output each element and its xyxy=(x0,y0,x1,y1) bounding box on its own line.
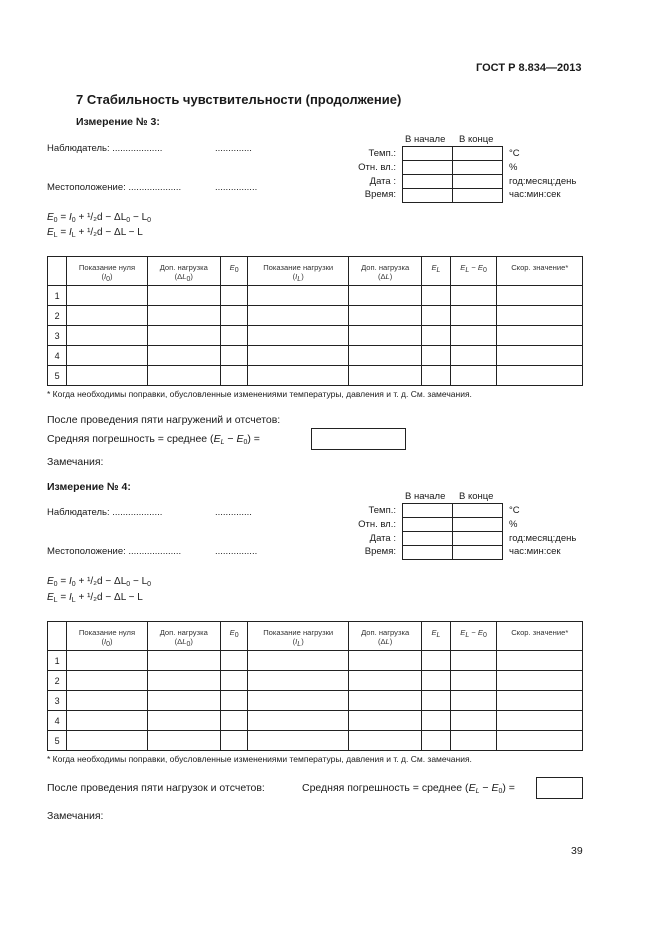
footnote: * Когда необходимы поправки, обусловленные изменениями температуры, давления и т. д. См. замечания. xyxy=(47,389,472,399)
temp-start-cell[interactable] xyxy=(403,147,453,161)
humidity-start-cell[interactable] xyxy=(403,161,453,175)
header-el: $E_L$ xyxy=(422,622,450,651)
header-el-minus-e0: $E_L - E_0$ xyxy=(450,622,497,651)
observer-field-4: Наблюдатель: ................... xyxy=(47,507,163,518)
time-start-cell[interactable] xyxy=(403,189,453,203)
time-unit-4: час:мин:сек xyxy=(509,546,561,557)
col-start-label-4: В начале xyxy=(405,491,446,502)
table-row xyxy=(48,346,583,366)
remarks-3: Замечания: xyxy=(47,456,104,468)
table-row xyxy=(48,691,583,711)
temp-end-cell[interactable] xyxy=(453,504,503,518)
section-title: 7 Стабильность чувствительности (продолжение) xyxy=(76,92,402,107)
mean-error-3-box[interactable] xyxy=(311,428,406,450)
temp-label: Темп.: xyxy=(368,148,396,159)
col-end-label-4: В конце xyxy=(459,491,494,502)
humidity-start-cell[interactable] xyxy=(403,518,453,532)
row-number: 5 xyxy=(48,731,67,751)
measurement-4-table xyxy=(47,621,583,751)
after-text-4: После проведения пяти нагрузок и отсчетов: xyxy=(47,782,265,794)
time-label-4: Время: xyxy=(364,546,396,557)
observer-dots-4: .............. xyxy=(215,507,252,518)
col-end-label: В конце xyxy=(459,134,494,145)
formula-e0-4: $E_0 = I_0 + ^1/_2d - \Delta L_0 - L_0$ xyxy=(47,576,152,588)
table-row xyxy=(48,326,583,346)
temp-unit-4: °C xyxy=(509,505,520,516)
row-number: 4 xyxy=(48,346,67,366)
date-label-4: Дата : xyxy=(369,533,396,544)
row-number: 1 xyxy=(48,286,67,306)
header-el: $E_L$ xyxy=(422,257,450,286)
row-number: 4 xyxy=(48,711,67,731)
after-text-3: После проведения пяти нагружений и отсчетов: xyxy=(47,414,281,426)
table-row xyxy=(48,286,583,306)
measurement-4-title: Измерение № 4: xyxy=(47,481,131,493)
temp-end-cell[interactable] xyxy=(453,147,503,161)
time-unit: час:мин:сек xyxy=(509,189,561,200)
humidity-label: Отн. вл.: xyxy=(358,162,396,173)
formula-el: $E_L = I_L + ^1/_2d - \Delta L - L$ xyxy=(47,227,143,239)
header-zero-reading: Показание нуля $(I_0)$ xyxy=(67,257,147,286)
header-add-load: Доп. нагрузка (ΔL) xyxy=(349,622,422,651)
formula-el-4: $E_L = I_L + ^1/_2d - \Delta L - L$ xyxy=(47,592,143,604)
measurement-3-table xyxy=(47,256,583,386)
col-start-label: В начале xyxy=(405,134,446,145)
page-number: 39 xyxy=(571,845,583,857)
measurement-3-title: Измерение № 3: xyxy=(76,116,160,128)
header-el-minus-e0: $E_L - E_0$ xyxy=(450,257,497,286)
row-number: 1 xyxy=(48,651,67,671)
observer-field: Наблюдатель: ................... xyxy=(47,143,163,154)
date-end-cell[interactable] xyxy=(453,175,503,189)
location-dots-4: ................ xyxy=(215,546,258,557)
humidity-end-cell[interactable] xyxy=(453,518,503,532)
date-label: Дата : xyxy=(369,176,396,187)
humidity-unit-4: % xyxy=(509,519,518,530)
location-field-4: Местоположение: .................... xyxy=(47,546,182,557)
time-end-cell[interactable] xyxy=(453,546,503,560)
time-start-cell[interactable] xyxy=(403,546,453,560)
row-number: 5 xyxy=(48,366,67,386)
conditions-grid-4 xyxy=(402,503,503,560)
table-row xyxy=(48,671,583,691)
mean-error-4-box[interactable] xyxy=(536,777,583,799)
header-load-reading: Показание нагрузки $(I_L)$ xyxy=(248,622,349,651)
formula-e0: $E_0 = I_0 + ^1/_2d - \Delta L_0 - L_0$ xyxy=(47,212,152,224)
temp-start-cell[interactable] xyxy=(403,504,453,518)
observer-dots: .............. xyxy=(215,143,252,154)
mean-error-3: Средняя погрешность = среднее $(E_L - E_0)$ = xyxy=(47,433,260,446)
humidity-end-cell[interactable] xyxy=(453,161,503,175)
header-e0: $E_0$ xyxy=(220,622,247,651)
header-blank xyxy=(48,257,67,286)
time-label: Время: xyxy=(364,189,396,200)
date-start-cell[interactable] xyxy=(403,175,453,189)
date-start-cell[interactable] xyxy=(403,532,453,546)
header-blank xyxy=(48,622,67,651)
header-add-load-0: Доп. нагрузка $(\Delta L_0)$ xyxy=(147,622,220,651)
temp-label-4: Темп.: xyxy=(368,505,396,516)
table-row xyxy=(48,731,583,751)
temp-unit: °C xyxy=(509,148,520,159)
header-zero-reading: Показание нуля $(I_0)$ xyxy=(67,622,147,651)
date-end-cell[interactable] xyxy=(453,532,503,546)
header-load-reading: Показание нагрузки $(I_L)$ xyxy=(248,257,349,286)
header-add-load-0: Доп. нагрузка $(\Delta L_0)$ xyxy=(147,257,220,286)
header-e0: $E_0$ xyxy=(220,257,247,286)
row-number: 3 xyxy=(48,691,67,711)
mean-error-4: Средняя погрешность = среднее $(E_L - E_0)$ = xyxy=(302,782,515,795)
remarks-4: Замечания: xyxy=(47,810,104,822)
table-row xyxy=(48,306,583,326)
date-unit: год:месяц:день xyxy=(509,176,577,187)
footnote-4: * Когда необходимы поправки, обусловленные изменениями температуры, давления и т. д. См. замечания. xyxy=(47,754,472,764)
humidity-label-4: Отн. вл.: xyxy=(358,519,396,530)
header-corrected-value: Скор. значение* xyxy=(497,257,583,286)
document-code: ГОСТ Р 8.834—2013 xyxy=(476,62,582,74)
humidity-unit: % xyxy=(509,162,518,173)
location-dots: ................ xyxy=(215,182,258,193)
row-number: 2 xyxy=(48,306,67,326)
conditions-grid xyxy=(402,146,503,203)
table-row xyxy=(48,366,583,386)
date-unit-4: год:месяц:день xyxy=(509,533,577,544)
location-field: Местоположение: .................... xyxy=(47,182,182,193)
row-number: 2 xyxy=(48,671,67,691)
time-end-cell[interactable] xyxy=(453,189,503,203)
header-corrected-value: Скор. значение* xyxy=(497,622,583,651)
table-row xyxy=(48,711,583,731)
row-number: 3 xyxy=(48,326,67,346)
header-add-load: Доп. нагрузка (ΔL) xyxy=(349,257,422,286)
table-row xyxy=(48,651,583,671)
